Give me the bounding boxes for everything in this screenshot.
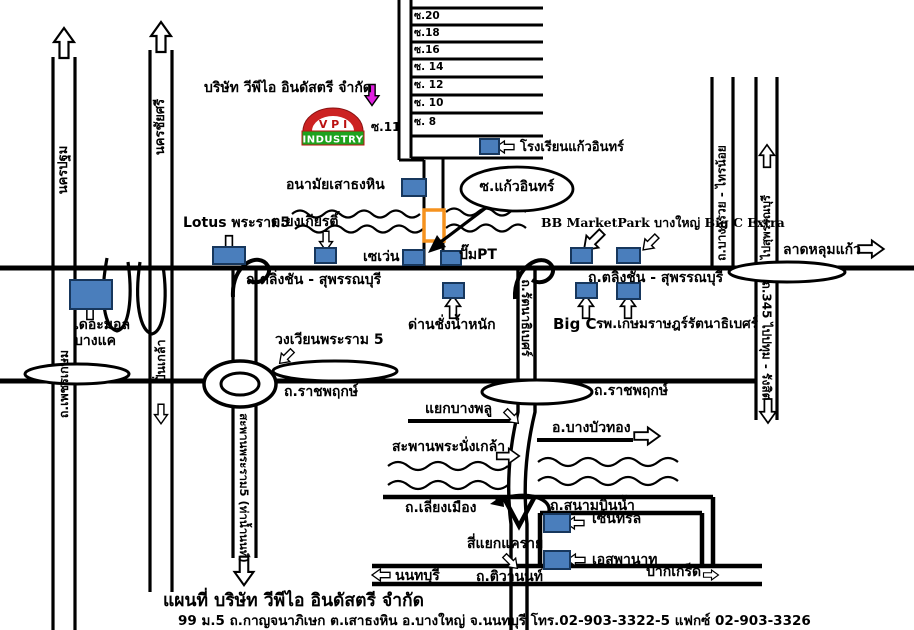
landmark-square-weigh-station <box>443 283 464 298</box>
up-arrow-icon <box>151 22 171 52</box>
soi-label: ซ. 10 <box>414 97 444 109</box>
bangkruai-sainoi-road-label: ถ.บางกรวย - ไทรน้อย <box>714 145 729 261</box>
landmark-square-health-center <box>402 179 426 196</box>
pt-station-label: ปั๊มPT <box>459 247 497 263</box>
soi-callout-label: ซ.แก้วอินทร์ <box>479 179 555 195</box>
landmark-square-esplanade <box>544 551 570 569</box>
school-label: โรงเรียนแก้วอินทร์ <box>520 140 625 155</box>
weigh-station-label: ด่านชั่งน้ำหนัก <box>408 317 496 333</box>
right-arrow-icon <box>634 428 660 445</box>
up-arrow-icon <box>760 145 775 168</box>
the-mall-label: บางแค <box>74 333 116 349</box>
overpass-icon <box>273 361 397 381</box>
logo-industry-text: INDUSTRY <box>302 134 364 146</box>
bangphlu-junction-label: แยกบางพลู <box>425 401 493 417</box>
vpi-logo <box>302 108 364 146</box>
company-callout-label: บริษัท วีพีไอ อินดัสตรี จำกัด <box>204 80 372 96</box>
the-mall-label: เดอะมอล <box>74 317 131 333</box>
map-address: 99 ม.5 ถ.กาญจนาภิเษก ต.เสาธงหิน อ.บางใหญ่ จ.นนทบุรี โทร.02-903-3322-5 แฟกซ์ 02-903-3326 <box>178 613 811 629</box>
landmark-square-bigc-extra <box>617 248 640 263</box>
nakhonpathom-label: นครปฐม <box>55 145 71 195</box>
nakhonchaisi-label: นครชัยศรี <box>152 98 168 156</box>
landmark-square-the-mall <box>70 280 112 309</box>
nonthaburi-label: นนทบุรี <box>395 568 440 584</box>
right-arrow-icon <box>704 570 719 580</box>
river-line <box>538 458 678 466</box>
river-line <box>388 462 508 470</box>
soi11-label: ซ.11 <box>371 120 401 134</box>
talingchan-road-label: ถ.ตลิ่งชัน - สุพรรณบุรี <box>588 270 724 286</box>
tiwanon-road-label: ถ.ติวานนท์ <box>476 569 543 585</box>
yongkiat-label: ต.ยงเกียรติ์ <box>271 214 339 230</box>
phetkasem-road-label: ถ.เพชรเกษม <box>56 349 72 419</box>
roundabout-icon <box>221 373 259 395</box>
overpass-icon <box>25 364 129 384</box>
down-arrow-icon <box>155 404 168 424</box>
soi-label: ซ. 8 <box>414 116 437 128</box>
soi-label: ซ. 14 <box>414 61 444 73</box>
liangmueang-road-label: ถ.เลี่ยงเมือง <box>405 500 477 516</box>
landmark-square-school <box>480 139 499 154</box>
hospital-label: รพ.เกษมราษฎร์รัตนาธิเบศร์ <box>596 316 758 332</box>
overpass-icon <box>729 262 845 282</box>
central-label: เซ็นทรัล <box>592 511 642 527</box>
right-arrow-icon <box>858 241 884 258</box>
ratchaphruek-road-label: ถ.ราชพฤกษ์ <box>284 384 359 400</box>
overpass-icon <box>482 380 592 404</box>
nangklao-bridge-label: สะพานพระนั่งเกล้า <box>392 439 506 455</box>
talingchan-road-label: ถ.ตลิ่งชัน - สุพรรณบุรี <box>246 272 382 288</box>
route345-label: ถ.345 ไปปทุม - รังสิต <box>759 281 774 401</box>
up-arrow-icon <box>446 296 461 319</box>
health-center-label: อนามัยเสาธงหิน <box>286 177 385 193</box>
khaerai-junction-label: สี่แยกแคราย <box>467 536 544 552</box>
landmark-square-seven <box>403 250 424 265</box>
down-left-arrow-icon <box>639 232 662 255</box>
to-suphanburi-label: ไปสุพรรณบุรี <box>758 194 773 260</box>
up-arrow-icon <box>54 28 74 58</box>
bigc-label: Big C <box>553 315 597 333</box>
lotus-label: Lotus พระราม5 <box>183 215 291 231</box>
soi-label: ซ. 12 <box>414 79 444 91</box>
rattanathibet-road-label: ถ.รัตนาธิเบศร์ <box>518 279 534 357</box>
wongwian-rama5-label: วงเวียนพระราม 5 <box>275 332 384 348</box>
landmark-square-bb-marketpark <box>571 248 592 263</box>
soi-label: ซ.18 <box>414 27 440 39</box>
esplanade-label: เอสพานาท <box>592 552 658 568</box>
latlumkaeo-label: ลาดหลุมแก้ว <box>783 242 861 258</box>
location-highlight-box <box>424 210 444 241</box>
landmark-square-pt <box>441 251 461 265</box>
soi-label: ซ.20 <box>414 10 440 22</box>
ratchaphruek-road-label: ถ.ราชพฤกษ์ <box>594 383 669 399</box>
landmark-square-yongkiat <box>315 248 336 263</box>
bangbuathong-label: อ.บางบัวทอง <box>552 420 631 436</box>
pinklao-label: ปิ่นเกล้า <box>153 339 169 383</box>
soi-label: ซ.16 <box>414 44 440 56</box>
road-phetkasem <box>53 57 75 630</box>
logo-vpi-text: V P I <box>318 118 348 131</box>
down-arrow-icon <box>760 399 776 423</box>
landmark-square-lotus <box>213 247 245 264</box>
landmark-square-central <box>544 514 570 532</box>
rama5-bridge-road-label: สะพานพระราม5 (ท่าน้ำนนท์) <box>237 413 252 563</box>
seven-eleven-label: เซเว่น <box>363 249 400 265</box>
river-line <box>538 477 678 485</box>
sanambinnam-road-label: ถ.สนามบินน้ำ <box>550 498 635 514</box>
river-line <box>388 481 508 489</box>
map-title: แผนที่ บริษัท วีพีไอ อินดัสตรี จำกัด <box>163 591 424 611</box>
pakkret-label: ปากเกร็ด <box>646 564 702 580</box>
left-arrow-icon <box>372 569 390 581</box>
bb-marketpark-label: BB MarketPark บางใหญ่ Big C Extra <box>541 215 785 230</box>
